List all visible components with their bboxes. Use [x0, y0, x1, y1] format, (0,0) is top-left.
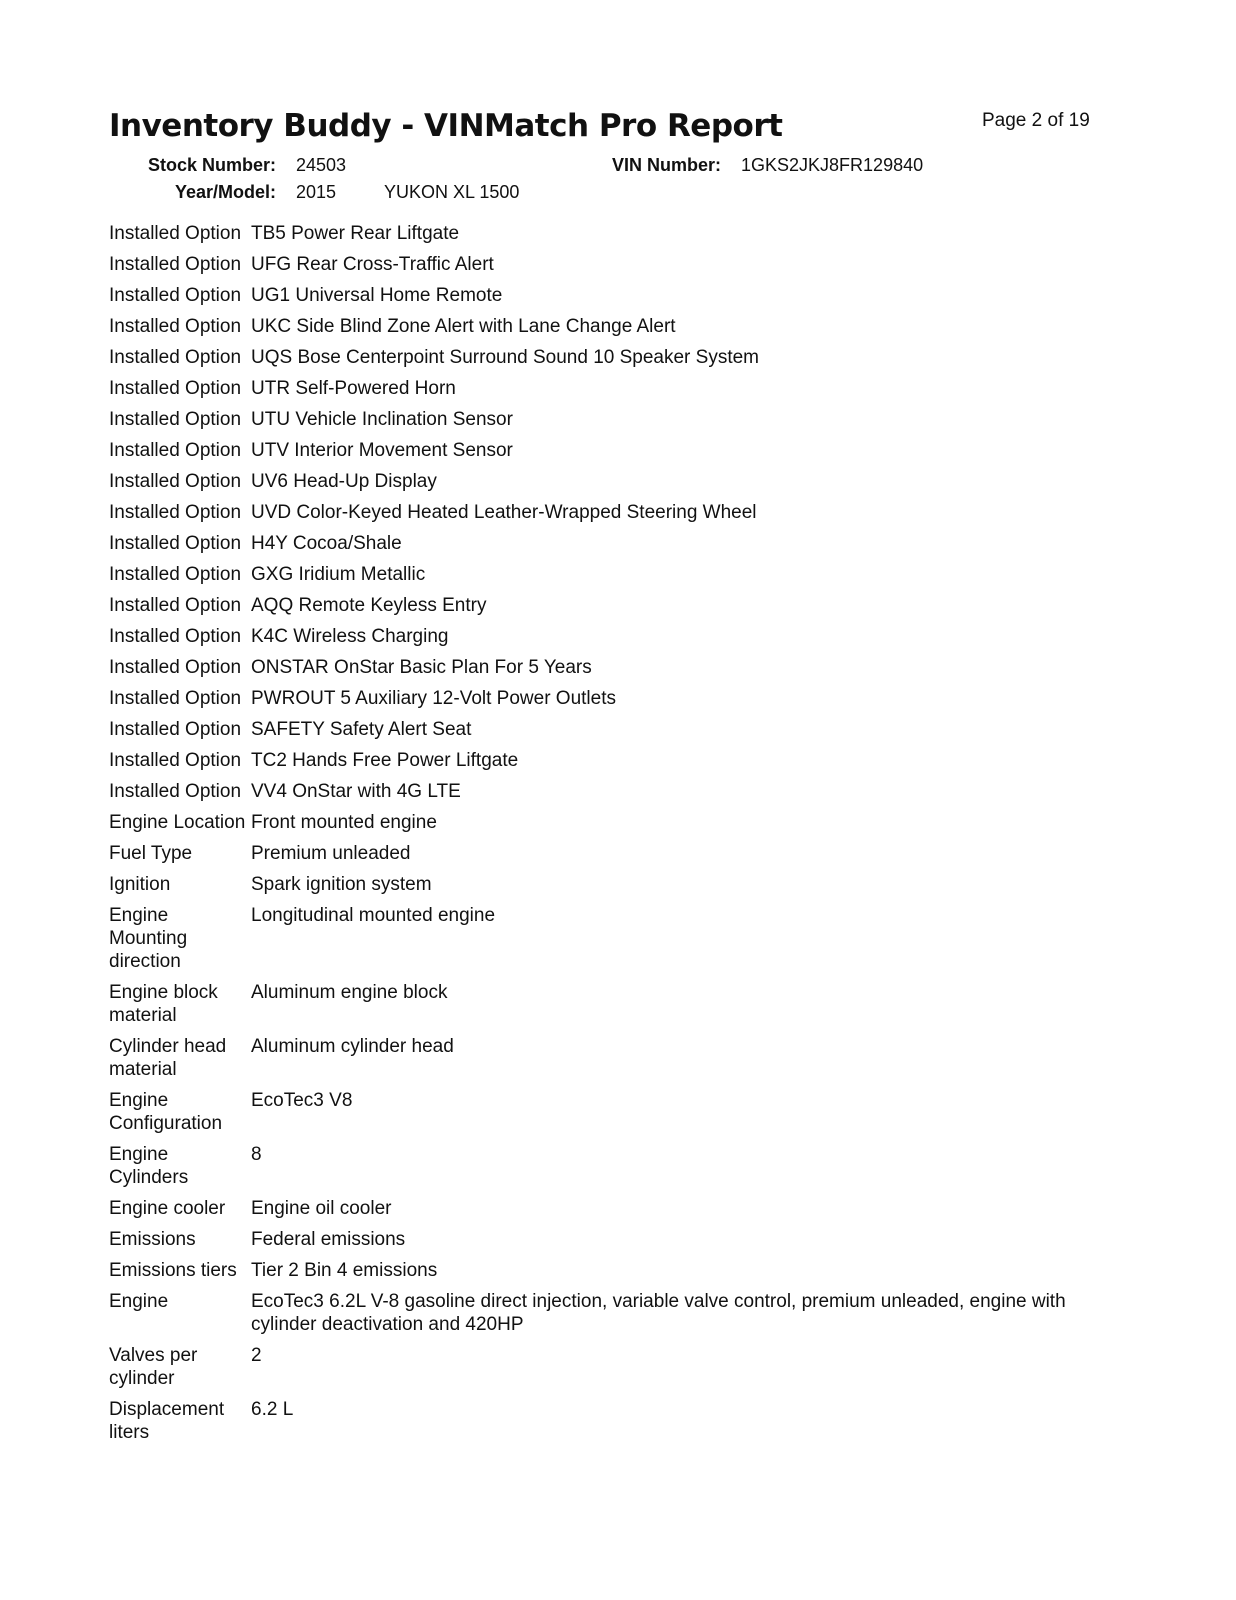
- spec-row: [109, 621, 1119, 652]
- spec-label: Installed Option: [109, 409, 242, 430]
- spec-value: Aluminum cylinder head: [251, 1036, 454, 1057]
- spec-label: Engine Configuration: [109, 1090, 223, 1134]
- stock-number-label: Stock Number:: [148, 155, 277, 175]
- spec-value: SAFETY Safety Alert Seat: [251, 719, 472, 740]
- spec-value: Front mounted engine: [251, 812, 437, 833]
- vin-number-value: 1GKS2JKJ8FR129840: [741, 155, 924, 175]
- spec-label: Installed Option: [109, 378, 242, 399]
- spec-row: [109, 807, 1119, 838]
- spec-value: UG1 Universal Home Remote: [251, 285, 503, 306]
- spec-value: AQQ Remote Keyless Entry: [251, 595, 487, 616]
- spec-value: EcoTec3 V8: [251, 1090, 353, 1111]
- spec-row: [109, 1340, 1119, 1394]
- spec-label: Engine Mounting direction: [109, 905, 188, 972]
- spec-row: [109, 559, 1119, 590]
- spec-label: Installed Option: [109, 719, 242, 740]
- spec-row: [109, 745, 1119, 776]
- spec-value: VV4 OnStar with 4G LTE: [251, 781, 461, 802]
- spec-label: Fuel Type: [109, 843, 193, 864]
- spec-row: [109, 590, 1119, 621]
- spec-label: Installed Option: [109, 595, 242, 616]
- spec-label: Installed Option: [109, 564, 242, 585]
- spec-label: Emissions tiers: [109, 1260, 237, 1281]
- spec-row: [109, 373, 1119, 404]
- spec-row: [109, 1031, 1119, 1085]
- spec-label: Emissions: [109, 1229, 196, 1250]
- spec-row: [109, 1394, 1119, 1448]
- spec-value: K4C Wireless Charging: [251, 626, 449, 647]
- spec-value: 2: [251, 1345, 262, 1366]
- stock-number-value: 24503: [296, 155, 347, 175]
- spec-label: Installed Option: [109, 440, 242, 461]
- spec-value: 6.2 L: [251, 1399, 294, 1420]
- spec-value: 8: [251, 1144, 262, 1165]
- vin-number-label: VIN Number:: [612, 155, 722, 175]
- spec-value: Engine oil cooler: [251, 1198, 392, 1219]
- spec-value: UQS Bose Centerpoint Surround Sound 10 Speaker System: [251, 347, 760, 368]
- spec-label: Engine block material: [109, 982, 218, 1026]
- spec-row: [109, 280, 1119, 311]
- spec-value: EcoTec3 6.2L V-8 gasoline direct injection, variable valve control, premium unleaded, engine with cylinder deactivation and 420HP: [251, 1291, 1066, 1335]
- spec-row: [109, 1193, 1119, 1224]
- spec-value: UTV Interior Movement Sensor: [251, 440, 513, 461]
- spec-label: Engine: [109, 1291, 169, 1312]
- spec-row: [109, 652, 1119, 683]
- spec-value: UKC Side Blind Zone Alert with Lane Change Alert: [251, 316, 676, 337]
- model-value: YUKON XL 1500: [384, 182, 520, 202]
- spec-label: Installed Option: [109, 316, 242, 337]
- spec-row: [109, 497, 1119, 528]
- year-value: 2015: [296, 182, 337, 202]
- spec-value: TB5 Power Rear Liftgate: [251, 223, 460, 244]
- spec-label: Installed Option: [109, 688, 242, 709]
- spec-value: H4Y Cocoa/Shale: [251, 533, 402, 554]
- spec-label: Installed Option: [109, 502, 242, 523]
- spec-label: Installed Option: [109, 285, 242, 306]
- spec-label: Installed Option: [109, 223, 242, 244]
- spec-row: [109, 838, 1119, 869]
- spec-row: [109, 683, 1119, 714]
- page-number: Page 2 of 19: [982, 110, 1090, 131]
- spec-row: [109, 466, 1119, 497]
- spec-row: [109, 900, 1119, 977]
- spec-value: PWROUT 5 Auxiliary 12-Volt Power Outlets: [251, 688, 616, 709]
- spec-row: [109, 977, 1119, 1031]
- spec-row: [109, 1085, 1119, 1139]
- spec-value: UVD Color-Keyed Heated Leather-Wrapped Steering Wheel: [251, 502, 757, 523]
- year-model-label: Year/Model:: [175, 182, 277, 202]
- spec-row: [109, 435, 1119, 466]
- spec-value: Aluminum engine block: [251, 982, 448, 1003]
- spec-label: Cylinder head material: [109, 1036, 227, 1080]
- spec-label: Installed Option: [109, 626, 242, 647]
- spec-label: Displacement liters: [109, 1399, 225, 1443]
- spec-label: Installed Option: [109, 781, 242, 802]
- spec-label: Engine Cylinders: [109, 1144, 189, 1188]
- spec-row: [109, 714, 1119, 745]
- spec-value: Premium unleaded: [251, 843, 411, 864]
- spec-row: [109, 311, 1119, 342]
- spec-value: TC2 Hands Free Power Liftgate: [251, 750, 519, 771]
- spec-row: [109, 776, 1119, 807]
- spec-label: Installed Option: [109, 533, 242, 554]
- spec-value: Tier 2 Bin 4 emissions: [251, 1260, 438, 1281]
- spec-value: UTR Self-Powered Horn: [251, 378, 456, 399]
- spec-value: Longitudinal mounted engine: [251, 905, 496, 926]
- spec-row: [109, 869, 1119, 900]
- spec-label: Engine Location: [109, 812, 246, 833]
- spec-label: Installed Option: [109, 471, 242, 492]
- spec-row: [109, 1224, 1119, 1255]
- spec-label: Valves per cylinder: [109, 1345, 198, 1389]
- spec-label: Installed Option: [109, 347, 242, 368]
- spec-value: UTU Vehicle Inclination Sensor: [251, 409, 513, 430]
- spec-row: [109, 1255, 1119, 1286]
- spec-row: [109, 1139, 1119, 1193]
- spec-value: UV6 Head-Up Display: [251, 471, 437, 492]
- spec-label: Ignition: [109, 874, 171, 895]
- spec-list: [109, 218, 1119, 1448]
- spec-value: GXG Iridium Metallic: [251, 564, 426, 585]
- spec-value: UFG Rear Cross-Traffic Alert: [251, 254, 494, 275]
- spec-label: Engine cooler: [109, 1198, 226, 1219]
- spec-row: [109, 249, 1119, 280]
- spec-value: Spark ignition system: [251, 874, 432, 895]
- report-title: Inventory Buddy - VINMatch Pro Report: [109, 108, 783, 144]
- spec-value: Federal emissions: [251, 1229, 406, 1250]
- spec-row: [109, 342, 1119, 373]
- spec-row: [109, 528, 1119, 559]
- spec-value: ONSTAR OnStar Basic Plan For 5 Years: [251, 657, 592, 678]
- spec-row: [109, 1286, 1119, 1340]
- spec-label: Installed Option: [109, 750, 242, 771]
- spec-row: [109, 218, 1119, 249]
- spec-label: Installed Option: [109, 254, 242, 275]
- spec-row: [109, 404, 1119, 435]
- spec-label: Installed Option: [109, 657, 242, 678]
